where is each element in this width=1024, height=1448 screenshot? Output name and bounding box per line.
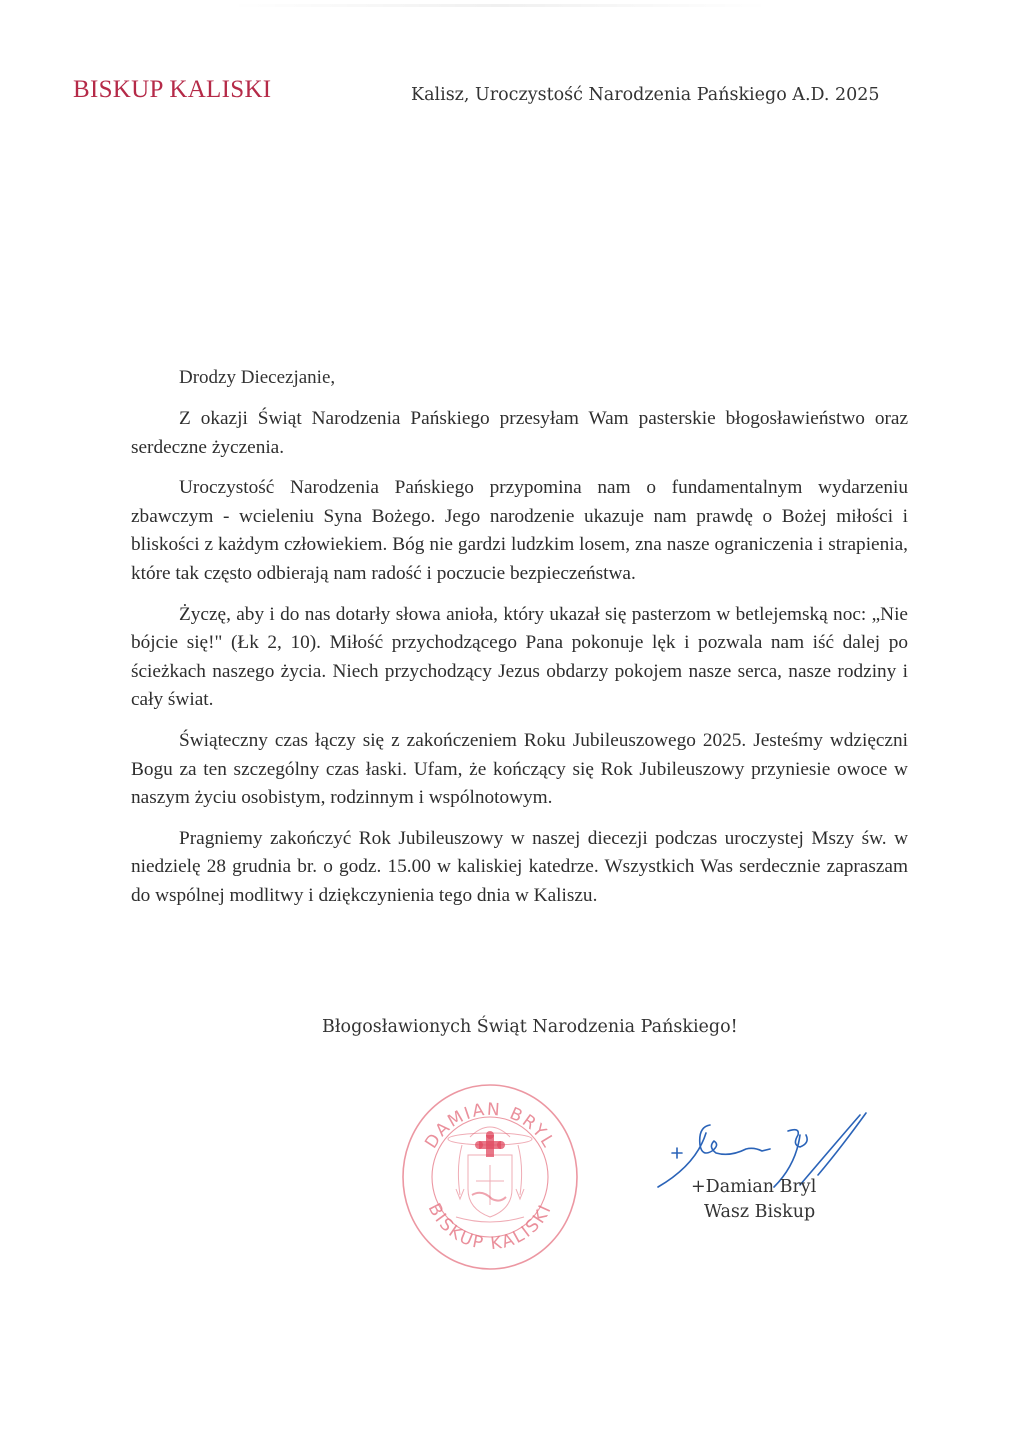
coat-of-arms-stamp-icon xyxy=(400,1077,580,1272)
scan-edge-shadow xyxy=(230,4,770,7)
signatory-name: +Damian Bryl xyxy=(691,1177,817,1197)
official-stamp xyxy=(400,1077,580,1272)
paragraph-3: Życzę, aby i do nas dotarły słowa anioła, który ukazał się pasterzom w betlejemską noc: „Nie bójcie się!" (Łk 2, 10). Miłość przychodzącego Pana pokonuje lęk i pozwala nam iść dalej po ścieżkach naszego życia. Niech przychodzący Jezus obdarzy pokojem nasze serca, nasze rodziny i cały świat. xyxy=(131,603,908,711)
letter-body xyxy=(131,405,908,923)
svg-text:BISKUP KALISKI: BISKUP KALISKI xyxy=(423,1200,557,1255)
paragraph-5: Pragniemy zakończyć Rok Jubileuszowy w naszej diecezji podczas uroczystej Mszy św. w niedzielę 28 grudnia br. o godz. 15.00 w kaliskiej katedrze. Wszystkich Was serdecznie zapraszam do wspólnej modlitwy i dziękczynienia tego dnia w Kaliszu. xyxy=(131,827,908,906)
signatory-title: Wasz Biskup xyxy=(704,1202,816,1222)
paragraph-4: Świąteczny czas łączy się z zakończeniem Roku Jubileuszowego 2025. Jesteśmy wdzięczni Bogu za ten szczególny czas łaski. Ufam, że kończący się Rok Jubileuszowy przyniesie owoce w naszym życiu osobistym, rodzinnym i wspólnotowym. xyxy=(131,729,908,809)
svg-text:DAMIAN BRYL: DAMIAN BRYL xyxy=(421,1099,559,1153)
paragraph-1: Z okazji Świąt Narodzenia Pańskiego przesyłam Wam pasterskie błogosławieństwo oraz serdeczne życzenia. xyxy=(131,408,908,458)
greeting: Drodzy Diecezjanie, xyxy=(179,367,336,388)
dateline: Kalisz, Uroczystość Narodzenia Pańskiego A.D. 2025 xyxy=(411,85,880,105)
closing-blessing: Błogosławionych Świąt Narodzenia Pańskiego! xyxy=(322,1017,738,1037)
paragraph-2: Uroczystość Narodzenia Pańskiego przypomina nam o fundamentalnym wydarzeniu zbawczym - wcieleniu Syna Bożego. Jego narodzenie ukazuje nam prawdę o Bożej miłości i bliskości z każdym człowiekiem. Bóg nie gardzi ludzkim losem, zna nasze ograniczenia i strapienia, które tak często odbierają nam radość i poczucie bezpieczeństwa. xyxy=(131,477,908,584)
letterhead-title: BISKUP KALISKI xyxy=(73,76,272,103)
